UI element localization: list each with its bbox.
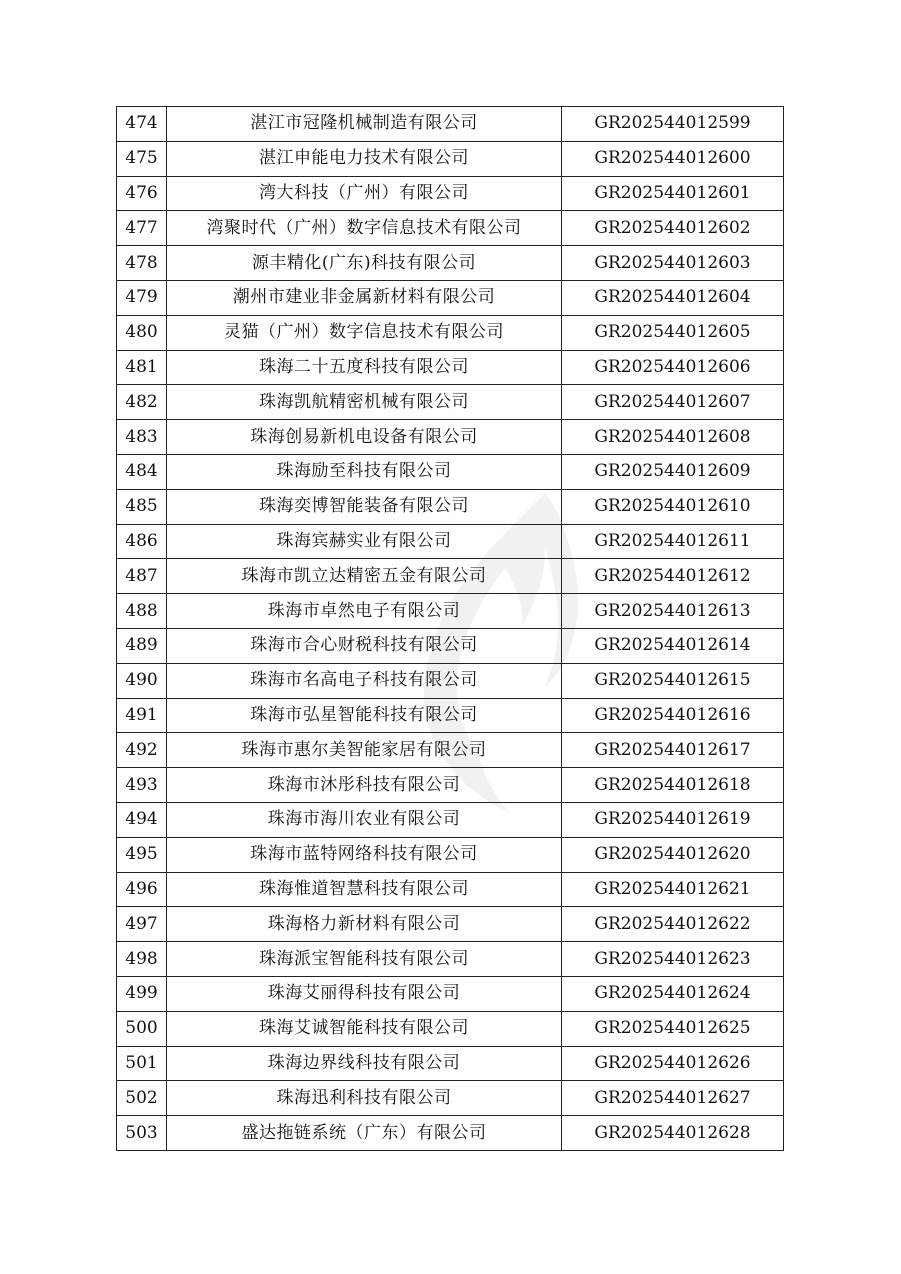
row-number: 487: [117, 559, 167, 594]
row-number: 496: [117, 872, 167, 907]
row-number: 502: [117, 1081, 167, 1116]
row-number: 494: [117, 802, 167, 837]
company-name: 珠海奕博智能装备有限公司: [167, 489, 562, 524]
table-row: [117, 594, 784, 629]
certificate-number: GR202544012599: [562, 107, 784, 142]
certificate-number: GR202544012605: [562, 315, 784, 350]
certificate-number: GR202544012613: [562, 594, 784, 629]
company-name: 湾大科技（广州）有限公司: [167, 176, 562, 211]
company-name: 珠海迅利科技有限公司: [167, 1081, 562, 1116]
table-row: [117, 1011, 784, 1046]
table-row: [117, 802, 784, 837]
table-row: [117, 315, 784, 350]
table-body: [117, 107, 784, 1151]
company-name: 源丰精化(广东)科技有限公司: [167, 246, 562, 281]
row-number: 488: [117, 594, 167, 629]
row-number: 493: [117, 768, 167, 803]
company-name: 珠海惟道智慧科技有限公司: [167, 872, 562, 907]
company-name: 湛江申能电力技术有限公司: [167, 141, 562, 176]
company-name: 珠海艾诚智能科技有限公司: [167, 1011, 562, 1046]
table-row: [117, 107, 784, 142]
table-row: [117, 733, 784, 768]
row-number: 475: [117, 141, 167, 176]
certificate-number: GR202544012622: [562, 907, 784, 942]
row-number: 484: [117, 454, 167, 489]
table-row: [117, 246, 784, 281]
certificate-number: GR202544012626: [562, 1046, 784, 1081]
certificate-number: GR202544012628: [562, 1116, 784, 1151]
table-row: [117, 942, 784, 977]
certificate-number: GR202544012601: [562, 176, 784, 211]
table-row: [117, 872, 784, 907]
certificate-number: GR202544012623: [562, 942, 784, 977]
table-row: [117, 350, 784, 385]
certificate-number: GR202544012608: [562, 420, 784, 455]
table-row: [117, 385, 784, 420]
table-row: [117, 420, 784, 455]
certificate-number: GR202544012617: [562, 733, 784, 768]
certificate-number: GR202544012614: [562, 628, 784, 663]
table-row: [117, 976, 784, 1011]
table-row: [117, 837, 784, 872]
company-name: 珠海派宝智能科技有限公司: [167, 942, 562, 977]
row-number: 501: [117, 1046, 167, 1081]
company-name: 珠海市名高电子科技有限公司: [167, 663, 562, 698]
certificate-number: GR202544012612: [562, 559, 784, 594]
company-name: 灵猫（广州）数字信息技术有限公司: [167, 315, 562, 350]
company-name: 珠海励至科技有限公司: [167, 454, 562, 489]
company-name: 珠海市蓝特网络科技有限公司: [167, 837, 562, 872]
certificate-number: GR202544012618: [562, 768, 784, 803]
row-number: 474: [117, 107, 167, 142]
row-number: 486: [117, 524, 167, 559]
certificate-number: GR202544012606: [562, 350, 784, 385]
table-row: [117, 1081, 784, 1116]
company-name: 珠海市沐彤科技有限公司: [167, 768, 562, 803]
row-number: 490: [117, 663, 167, 698]
company-name: 珠海创易新机电设备有限公司: [167, 420, 562, 455]
company-name: 珠海宾赫实业有限公司: [167, 524, 562, 559]
company-name: 湛江市冠隆机械制造有限公司: [167, 107, 562, 142]
table-row: [117, 628, 784, 663]
company-name: 珠海市弘星智能科技有限公司: [167, 698, 562, 733]
company-name: 珠海市海川农业有限公司: [167, 802, 562, 837]
company-name: 盛达拖链系统（广东）有限公司: [167, 1116, 562, 1151]
table-row: [117, 907, 784, 942]
table-row: [117, 280, 784, 315]
row-number: 500: [117, 1011, 167, 1046]
row-number: 499: [117, 976, 167, 1011]
row-number: 489: [117, 628, 167, 663]
certificate-number: GR202544012610: [562, 489, 784, 524]
certificate-number: GR202544012624: [562, 976, 784, 1011]
table-row: [117, 698, 784, 733]
certificate-number: GR202544012619: [562, 802, 784, 837]
row-number: 480: [117, 315, 167, 350]
company-name: 珠海格力新材料有限公司: [167, 907, 562, 942]
certificate-number: GR202544012616: [562, 698, 784, 733]
table-row: [117, 454, 784, 489]
table-row: [117, 211, 784, 246]
table-row: [117, 524, 784, 559]
row-number: 477: [117, 211, 167, 246]
table-row: [117, 663, 784, 698]
row-number: 497: [117, 907, 167, 942]
row-number: 483: [117, 420, 167, 455]
row-number: 476: [117, 176, 167, 211]
certificate-number: GR202544012607: [562, 385, 784, 420]
row-number: 491: [117, 698, 167, 733]
certificate-number: GR202544012600: [562, 141, 784, 176]
table-row: [117, 489, 784, 524]
row-number: 482: [117, 385, 167, 420]
certificate-number: GR202544012615: [562, 663, 784, 698]
row-number: 479: [117, 280, 167, 315]
certificate-number: GR202544012604: [562, 280, 784, 315]
company-name: 珠海市惠尔美智能家居有限公司: [167, 733, 562, 768]
company-name: 珠海艾丽得科技有限公司: [167, 976, 562, 1011]
certificate-table: [116, 106, 784, 1151]
table-row: [117, 176, 784, 211]
row-number: 478: [117, 246, 167, 281]
row-number: 498: [117, 942, 167, 977]
company-name: 潮州市建业非金属新材料有限公司: [167, 280, 562, 315]
table-row: [117, 559, 784, 594]
company-name: 珠海凯航精密机械有限公司: [167, 385, 562, 420]
certificate-number: GR202544012621: [562, 872, 784, 907]
row-number: 495: [117, 837, 167, 872]
company-name: 珠海市卓然电子有限公司: [167, 594, 562, 629]
row-number: 492: [117, 733, 167, 768]
table-row: [117, 1116, 784, 1151]
company-name: 珠海市合心财税科技有限公司: [167, 628, 562, 663]
row-number: 485: [117, 489, 167, 524]
certificate-number: GR202544012620: [562, 837, 784, 872]
table-row: [117, 1046, 784, 1081]
table-row: [117, 141, 784, 176]
certificate-number: GR202544012603: [562, 246, 784, 281]
table-row: [117, 768, 784, 803]
certificate-number: GR202544012602: [562, 211, 784, 246]
certificate-number: GR202544012611: [562, 524, 784, 559]
row-number: 481: [117, 350, 167, 385]
company-name: 湾聚时代（广州）数字信息技术有限公司: [167, 211, 562, 246]
certificate-number: GR202544012625: [562, 1011, 784, 1046]
company-name: 珠海市凯立达精密五金有限公司: [167, 559, 562, 594]
certificate-number: GR202544012627: [562, 1081, 784, 1116]
company-name: 珠海二十五度科技有限公司: [167, 350, 562, 385]
row-number: 503: [117, 1116, 167, 1151]
certificate-number: GR202544012609: [562, 454, 784, 489]
company-name: 珠海边界线科技有限公司: [167, 1046, 562, 1081]
